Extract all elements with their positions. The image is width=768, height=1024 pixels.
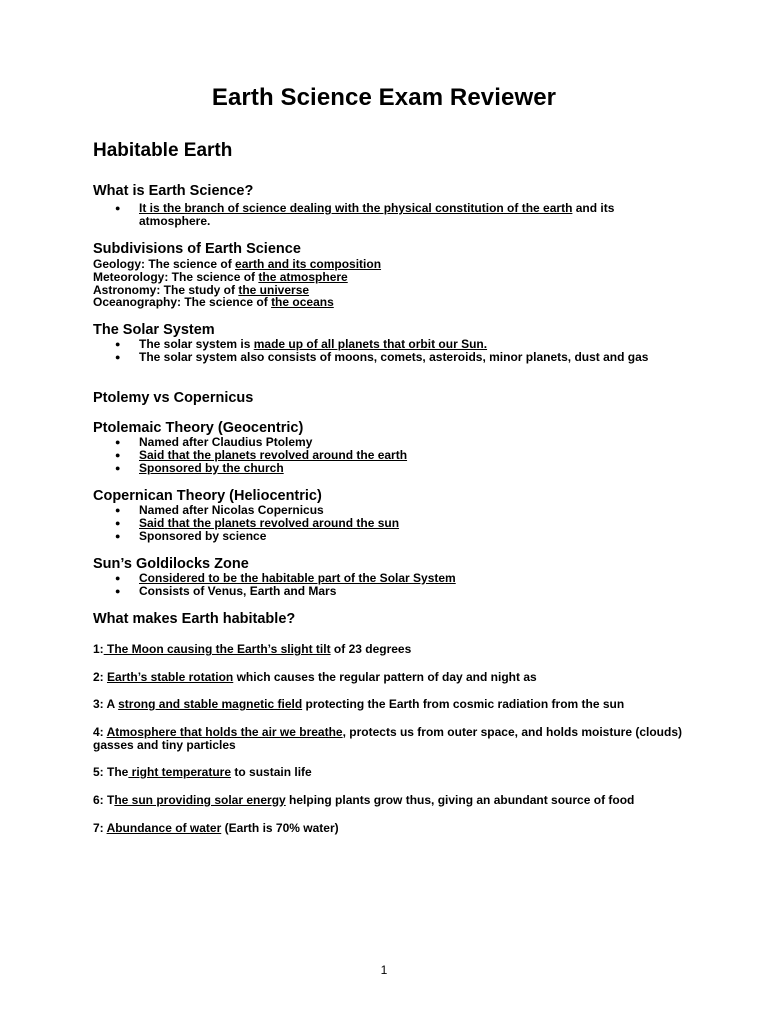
list-item: ● Said that the planets revolved around the sun <box>93 517 683 530</box>
list-item: ● The solar system also consists of moons, comets, asteroids, minor planets, dust and gas <box>93 351 683 364</box>
list-item: ● Said that the planets revolved around the earth <box>93 449 683 462</box>
subdivisions-list <box>93 258 683 309</box>
habitable-item: 7: Abundance of water (Earth is 70% water) <box>93 821 339 835</box>
list-item: ● Named after Nicolas Copernicus <box>93 504 683 517</box>
goldilocks-heading: Sun’s Goldilocks Zone <box>93 556 249 572</box>
subdivision-line: Oceanography: The science of the oceans <box>93 295 334 310</box>
list-item: ● The solar system is made up of all planets that orbit our Sun. <box>93 338 683 351</box>
list-item: ● Sponsored by science <box>93 530 683 543</box>
copernican-list <box>93 504 683 542</box>
habitable-heading: What makes Earth habitable? <box>93 611 296 627</box>
what-is-heading: What is Earth Science? <box>93 183 254 199</box>
copernican-heading: Copernican Theory (Heliocentric) <box>93 488 322 504</box>
subdivision-line: Meteorology: The science of the atmosphere <box>93 269 348 284</box>
ptolemaic-heading: Ptolemaic Theory (Geocentric) <box>93 420 304 436</box>
list-item: ● It is the branch of science dealing with the physical constitution of the earth and its atmosphere. <box>93 202 683 228</box>
document-title: Earth Science Exam Reviewer <box>211 84 557 111</box>
list-item: ● Consists of Venus, Earth and Mars <box>93 585 683 598</box>
subdivision-line: Astronomy: The study of the universe <box>93 282 310 297</box>
list-item: ● Considered to be the habitable part of the Solar System <box>93 572 683 585</box>
ptolemy-vs-heading: Ptolemy vs Copernicus <box>93 390 254 406</box>
page-number: 1 <box>380 963 388 977</box>
habitable-item: 4: Atmosphere that holds the air we breathe, protects us from outer space, and holds moisture (clouds) gasses and tiny particles <box>93 725 682 752</box>
subdivision-line: Geology: The science of earth and its composition <box>93 257 382 271</box>
habitable-item: 1: The Moon causing the Earth’s slight tilt of 23 degrees <box>93 642 412 656</box>
habitable-item: 2: Earth’s stable rotation which causes the regular pattern of day and night as <box>93 670 537 684</box>
solar-system-heading: The Solar System <box>93 322 215 338</box>
subdivisions-heading: Subdivisions of Earth Science <box>93 241 301 257</box>
habitable-item: 5: The right temperature to sustain life <box>93 765 312 779</box>
habitable-item: 3: A strong and stable magnetic field protecting the Earth from cosmic radiation from the sun <box>93 697 625 711</box>
ptolemaic-list <box>93 436 683 474</box>
habitable-item: 6: The sun providing solar energy helping plants grow thus, giving an abundant source of food <box>93 793 635 807</box>
goldilocks-list <box>93 572 683 598</box>
list-item: ● Named after Claudius Ptolemy <box>93 436 683 449</box>
solar-system-list <box>93 338 683 364</box>
list-item: ● Sponsored by the church <box>93 462 683 475</box>
what-is-list <box>93 202 683 228</box>
section-heading: Habitable Earth <box>93 140 233 161</box>
